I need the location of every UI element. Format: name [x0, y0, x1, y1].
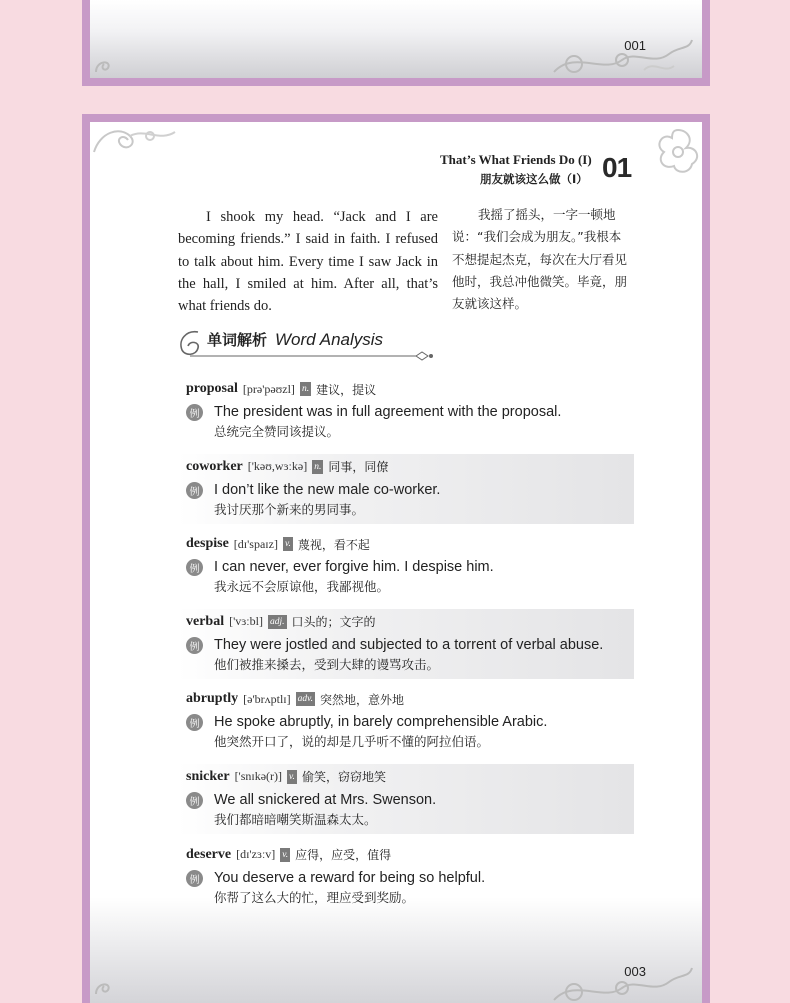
- example-chinese: 总统完全赞同该提议。: [214, 424, 340, 439]
- example-chinese: 他们被推来搡去，受到大肆的谩骂攻击。: [214, 656, 440, 672]
- part-of-speech-badge: adv.: [297, 694, 313, 705]
- chapter-title-cn: 朋友就该这么做（Ⅰ）: [480, 172, 588, 186]
- entry-word: despise: [186, 536, 229, 552]
- entry-meaning: 突然地，意外地: [320, 692, 405, 707]
- flower-ornament-icon: [650, 124, 702, 180]
- example-english: We all snickered at Mrs. Swenson.: [214, 791, 437, 808]
- passage-chinese: 我摇了摇头，一字一顿地说：“我们会成为朋友。”我根本不想提起杰克，每次在大厅看见他时，我总冲他微笑。毕竟，朋友就该这样。: [452, 207, 628, 312]
- entry-meaning: 应得，应受，值得: [295, 848, 392, 863]
- entry-meaning: 同事，同僚: [328, 460, 389, 475]
- word-entry: [178, 531, 634, 601]
- part-of-speech-badge: n.: [301, 384, 310, 394]
- corner-flourish-top-left-icon: [90, 122, 190, 162]
- example-badge-icon: 例: [186, 482, 203, 499]
- entry-meaning: 偷笑，窃窃地笑: [301, 770, 386, 785]
- example-english: He spoke abruptly, in barely comprehensible Arabic.: [214, 714, 548, 731]
- section-divider-icon: [190, 351, 434, 361]
- word-entry: [178, 609, 634, 679]
- part-of-speech-badge: v.: [284, 539, 291, 550]
- section-title-en: Word Analysis: [275, 330, 384, 349]
- example-english: They were jostled and subjected to a torrent of verbal abuse.: [214, 636, 604, 653]
- previous-page: [82, 0, 710, 86]
- example-badge-icon: 例: [186, 870, 203, 887]
- main-page-inner: [90, 122, 702, 1003]
- entry-phonetic: ['vɜːbl]: [229, 614, 263, 629]
- word-entry: [178, 764, 634, 834]
- section-title: [207, 329, 383, 350]
- passage-english: I shook my head. “Jack and I are becoming friends.” I said in faith. I refused to talk about him. Every time I saw Jack in the hall, I smiled at him. After all, that’s what friends do.: [178, 209, 438, 315]
- entry-phonetic: [dɪ'zɜːv]: [236, 847, 276, 862]
- entry-meaning: 建议，提议: [316, 382, 377, 397]
- example-badge-icon: 例: [186, 404, 203, 421]
- previous-page-inner: [90, 0, 702, 78]
- example-english: I don’t like the new male co-worker.: [214, 481, 441, 498]
- entry-word: proposal: [186, 381, 238, 396]
- flourish-ornament-bottom-icon: [544, 956, 694, 1003]
- example-badge-icon: 例: [186, 792, 203, 809]
- example-badge-icon: 例: [186, 714, 203, 731]
- entry-meaning: 口头的；文字的: [291, 615, 376, 630]
- example-english: The president was in full agreement with the proposal.: [214, 404, 562, 420]
- part-of-speech-badge: v.: [282, 849, 289, 860]
- chapter-title-en: That’s What Friends Do (I): [440, 152, 592, 167]
- part-of-speech-badge: n.: [314, 461, 322, 472]
- part-of-speech-badge: v.: [289, 771, 295, 782]
- example-chinese: 我永远不会原谅他，我鄙视他。: [214, 579, 390, 595]
- part-of-speech-badge: adj.: [269, 616, 285, 627]
- word-entry: [178, 686, 634, 756]
- entry-meaning: 蔑视，看不起: [297, 537, 370, 552]
- corner-flourish-icon: [92, 52, 122, 76]
- example-chinese: 他突然开口了，说的却是几乎听不懂的阿拉伯语。: [214, 734, 490, 750]
- entry-word: coworker: [186, 458, 243, 474]
- entry-phonetic: ['kəʊ,wɜːkə]: [247, 459, 308, 474]
- example-chinese: 你帮了这么大的忙，理应受到奖励。: [214, 889, 415, 905]
- example-english: You deserve a reward for being so helpful.: [214, 869, 486, 886]
- entry-phonetic: [prə'pəʊzl]: [242, 381, 295, 396]
- example-chinese: 我讨厌那个新来的男同事。: [214, 501, 365, 517]
- word-entry: [178, 454, 634, 524]
- word-entry-list: [178, 376, 634, 919]
- example-english: I can never, ever forgive him. I despise him.: [214, 559, 494, 576]
- word-entry: [178, 376, 634, 446]
- example-badge-icon: 例: [186, 559, 203, 576]
- entry-phonetic: ['snɪkə(r)]: [234, 769, 283, 784]
- entry-word: deserve: [186, 846, 232, 862]
- example-badge-icon: 例: [186, 637, 203, 654]
- entry-word: snicker: [186, 768, 230, 784]
- page-number-top: 001: [624, 38, 646, 53]
- chapter-number: 01: [602, 152, 632, 183]
- example-chinese: 我们都暗暗嘲笑斯温森太太。: [214, 811, 377, 827]
- entry-phonetic: [dɪ'spaɪz]: [233, 536, 278, 551]
- corner-flourish-bottom-left-icon: [92, 972, 122, 998]
- entry-phonetic: [ə'brʌptlɪ]: [243, 691, 291, 706]
- entry-word: abruptly: [186, 691, 239, 707]
- page-number-bottom: 003: [624, 964, 646, 979]
- entry-word: verbal: [186, 613, 225, 629]
- section-title-cn: 单词解析: [207, 331, 268, 349]
- flourish-ornament-icon: [544, 30, 694, 78]
- word-entry: [178, 842, 634, 912]
- main-page: [82, 114, 710, 1003]
